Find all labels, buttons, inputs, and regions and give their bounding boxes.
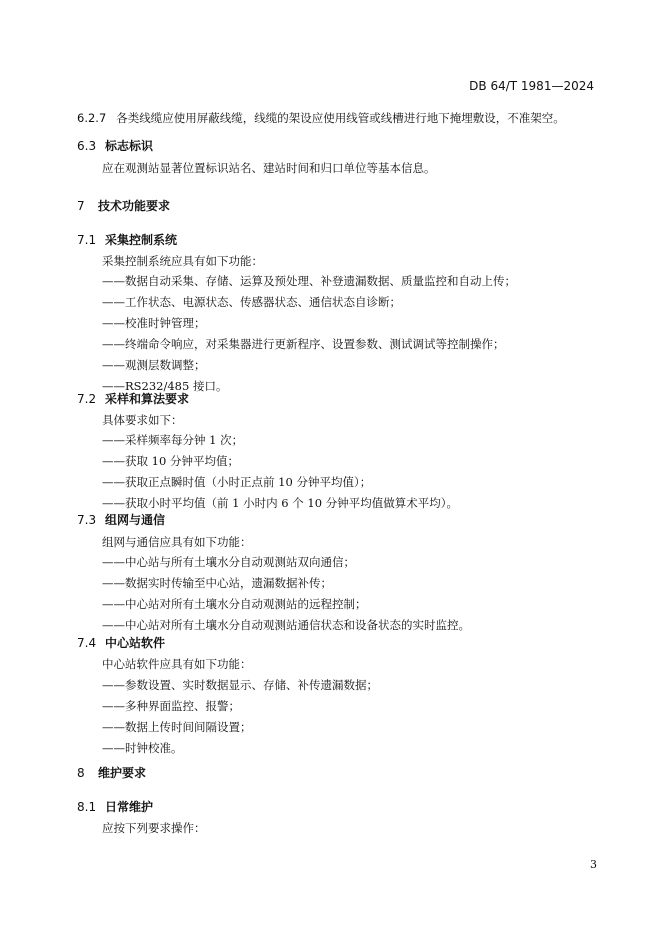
heading-8-1 xyxy=(77,798,153,815)
heading-title: 组网与通信 xyxy=(105,513,166,527)
list-item: ——数据上传时间间隔设置； xyxy=(102,720,252,734)
intro-8-1: 应按下列要求操作： xyxy=(102,821,206,835)
paragraph-6-3: 应在观测站显著位置标识站名、建站时间和归口单位等基本信息。 xyxy=(102,161,436,175)
list-item: ——观测层数调整； xyxy=(102,358,206,372)
list-item: ——工作状态、电源状态、传感器状态、通信状态自诊断； xyxy=(102,295,401,309)
heading-title: 中心站软件 xyxy=(105,636,166,650)
heading-title: 技术功能要求 xyxy=(98,199,171,213)
intro-7-2: 具体要求如下： xyxy=(102,413,183,427)
heading-7-4 xyxy=(77,634,165,651)
heading-number: 7.2 xyxy=(77,392,97,406)
list-item: ——校准时钟管理； xyxy=(102,316,206,330)
list-item: ——参数设置、实时数据显示、存储、补传遗漏数据； xyxy=(102,678,378,692)
heading-number: 7 xyxy=(77,199,85,213)
heading-7 xyxy=(77,197,170,214)
heading-7-2 xyxy=(77,390,189,407)
heading-number: 7.4 xyxy=(77,636,97,650)
heading-title: 采集控制系统 xyxy=(105,233,178,247)
heading-title: 日常维护 xyxy=(105,800,154,814)
list-item: ——获取 10 分钟平均值； xyxy=(102,454,239,468)
heading-7-3 xyxy=(77,511,165,528)
list-item: ——数据实时传输至中心站，遗漏数据补传； xyxy=(102,576,332,590)
heading-8 xyxy=(77,764,146,781)
heading-number: 8.1 xyxy=(77,800,97,814)
list-item: ——时钟校准。 xyxy=(102,741,183,755)
list-item: ——多种界面监控、报警； xyxy=(102,699,240,713)
heading-number: 7.3 xyxy=(77,513,97,527)
clause-6-2-7 xyxy=(77,110,565,126)
list-item: ——RS232/485 接口。 xyxy=(102,379,228,393)
intro-7-1: 采集控制系统应具有如下功能： xyxy=(102,254,263,268)
intro-7-4: 中心站软件应具有如下功能： xyxy=(102,657,252,671)
page-number: 3 xyxy=(590,858,597,871)
list-item: ——采样频率每分钟 1 次； xyxy=(102,433,244,447)
heading-number: 7.1 xyxy=(77,233,97,247)
heading-title: 维护要求 xyxy=(98,766,147,780)
heading-number: 6.3 xyxy=(77,139,97,153)
list-item: ——终端命令响应，对采集器进行更新程序、设置参数、测试调试等控制操作； xyxy=(102,337,505,351)
list-item: ——中心站与所有土壤水分自动观测站双向通信； xyxy=(102,555,355,569)
heading-title: 标志标识 xyxy=(105,139,154,153)
clause-text: 各类线缆应使用屏蔽线缆，线缆的架设应使用线管或线槽进行地下掩埋敷设，不准架空。 xyxy=(116,111,565,125)
list-item: ——获取小时平均值（前 1 小时内 6 个 10 分钟平均值做算术平均）。 xyxy=(102,496,458,510)
list-item: ——获取正点瞬时值（小时正点前 10 分钟平均值）； xyxy=(102,475,372,489)
list-item: ——中心站对所有土壤水分自动观测站的远程控制； xyxy=(102,597,367,611)
list-item: ——数据自动采集、存储、运算及预处理、补登遗漏数据、质量监控和自动上传； xyxy=(102,274,516,288)
intro-7-3: 组网与通信应具有如下功能： xyxy=(102,535,252,549)
heading-title: 采样和算法要求 xyxy=(105,392,190,406)
clause-number: 6.2.7 xyxy=(77,111,107,125)
heading-6-3 xyxy=(77,137,153,154)
list-item: ——中心站对所有土壤水分自动观测站通信状态和设备状态的实时监控。 xyxy=(102,618,470,632)
heading-number: 8 xyxy=(77,766,85,780)
standard-code: DB 64/T 1981—2024 xyxy=(469,79,594,93)
heading-7-1 xyxy=(77,231,177,248)
